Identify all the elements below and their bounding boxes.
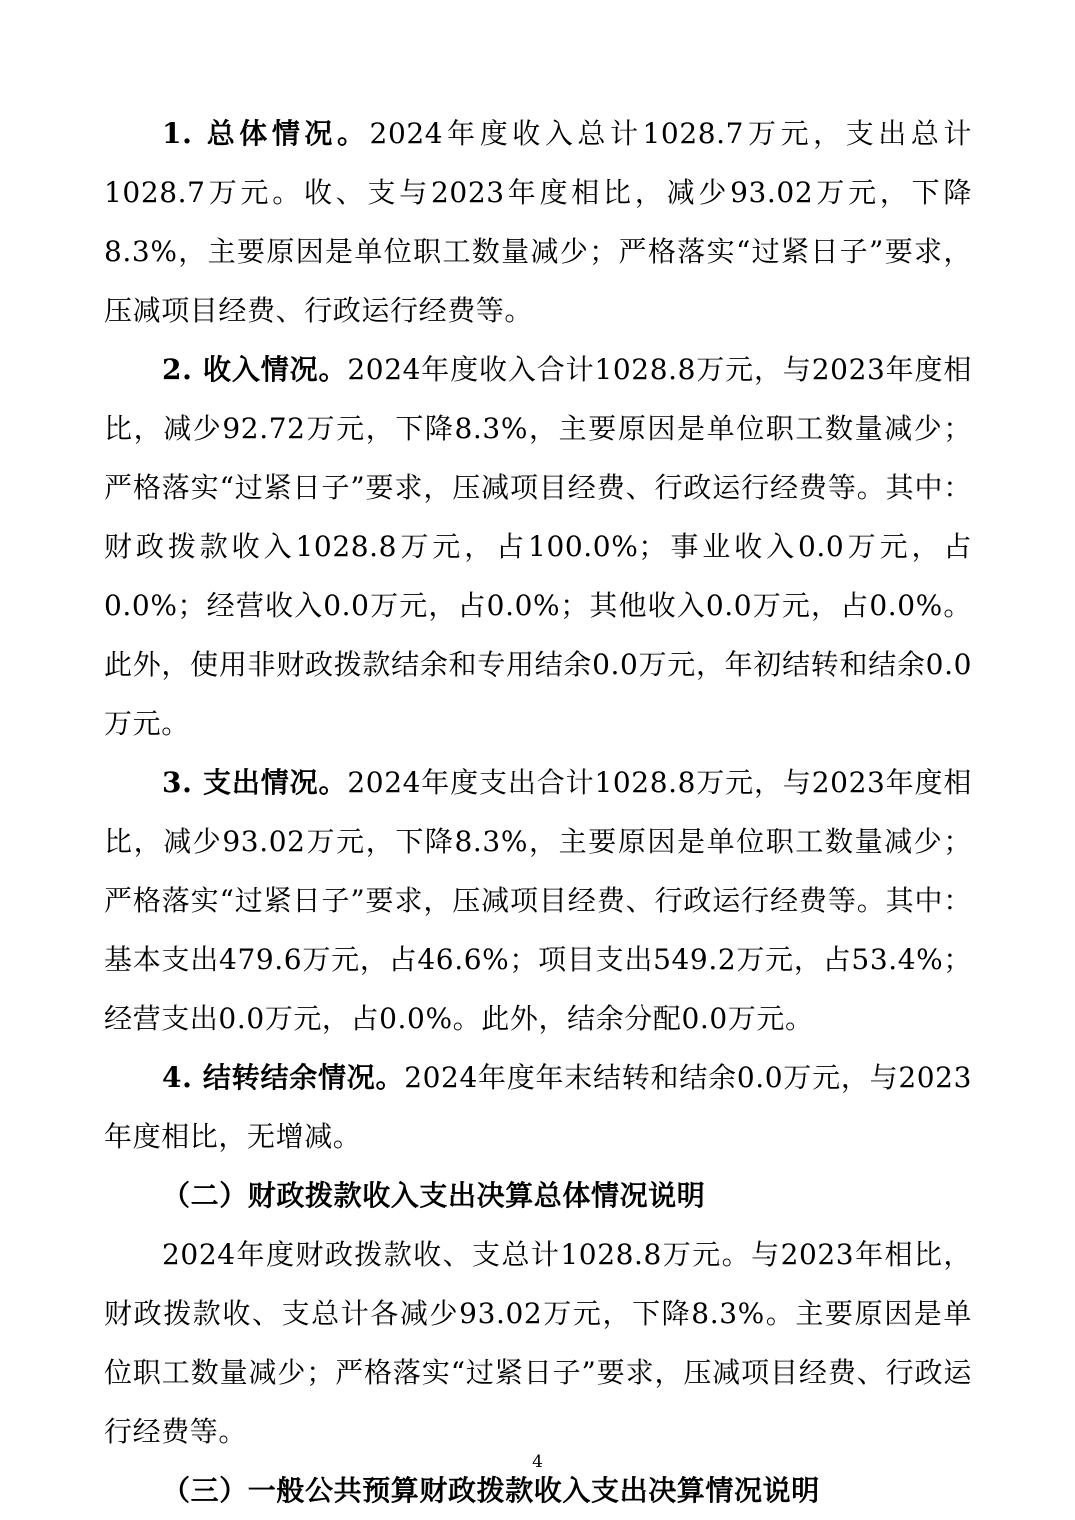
paragraph-lead: 2. 收入情况。 [162,353,348,386]
paragraph-income [104,340,972,753]
section-heading-general-public-budget: （三）一般公共预算财政拨款收入支出决算情况说明 [162,1474,820,1507]
paragraph-carryover [104,1048,972,1166]
paragraph-body: 2024年度收入合计1028.8万元，与2023年度相比，减少92.72万元，下降8.3%，主要原因是单位职工数量减少；严格落实“过紧日子”要求，压减项目经费、行政运行经费等。其中：财政拨款收入1028.8万元，占100.0%；事业收入0.0万元，占0.0%；经营收入0.0万元，占0.0%；其他收入0.0万元，占0.0%。此外，使用非财政拨款结余和专用结余0.0万元，年初结转和结余0.0万元。 [104,353,972,740]
paragraph-body: 2024年度收入总计1028.7万元，支出总计1028.7万元。收、支与2023年度相比，减少93.02万元，下降8.3%，主要原因是单位职工数量减少；严格落实“过紧日子”要求，压减项目经费、行政运行经费等。 [104,117,972,327]
paragraph-body: 2024年度支出合计1028.8万元，与2023年度相比，减少93.02万元，下降8.3%，主要原因是单位职工数量减少；严格落实“过紧日子”要求，压减项目经费、行政运行经费等。其中：基本支出479.6万元，占46.6%；项目支出549.2万元，占53.4%；经营支出0.0万元，占0.0%。此外，结余分配0.0万元。 [104,766,972,1035]
paragraph-lead: 4. 结转结余情况。 [162,1061,405,1094]
page-number: 4 [532,1452,543,1472]
paragraph-overall [104,104,972,340]
paragraph-lead: 3. 支出情况。 [162,766,348,799]
section-heading-fiscal-appropriation: （二）财政拨款收入支出决算总体情况说明 [162,1179,706,1212]
paragraph-lead: 1. 总体情况。 [162,117,370,150]
paragraph-expenditure [104,753,972,1048]
paragraph-fiscal-appropriation: 2024年度财政拨款收、支总计1028.8万元。与2023年相比，财政拨款收、支总计各减少93.02万元，下降8.3%。主要原因是单位职工数量减少；严格落实“过紧日子”要求，压减项目经费、行政运行经费等。 [104,1238,972,1448]
paragraph-body: 2024年度年末结转和结余0.0万元，与2023年度相比，无增减。 [104,1061,972,1153]
document-page [104,104,972,1520]
